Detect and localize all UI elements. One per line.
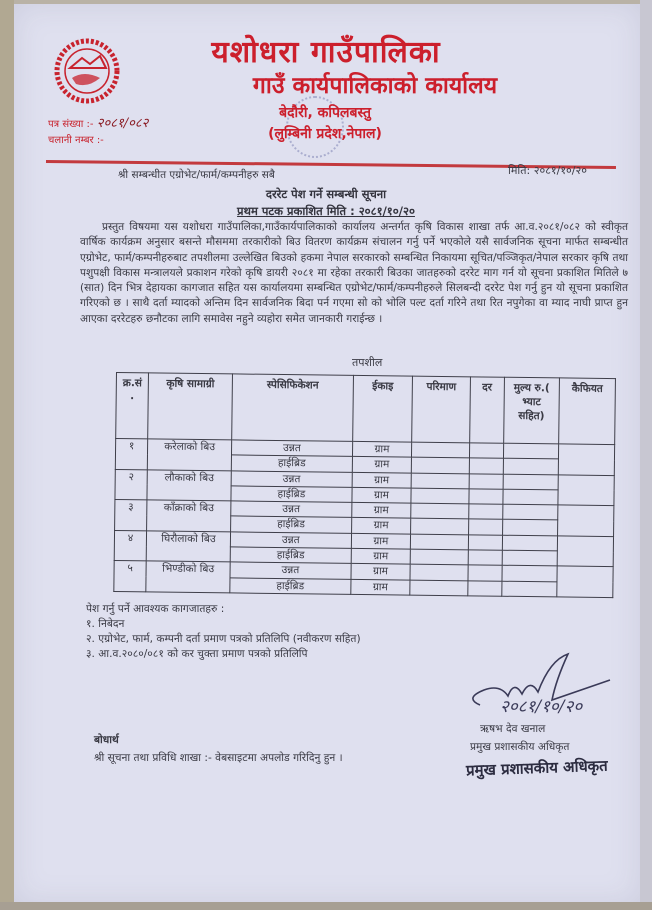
reference-label: पत्र संख्या :- — [48, 119, 94, 130]
document-item: २. एग्रोभेट, फार्म, कम्पनी दर्ता प्रमाण पत्रको प्रतिलिपि (नवीकरण सहित) — [86, 633, 361, 645]
cell-price — [502, 520, 557, 536]
cell-unit: ग्राम — [352, 457, 412, 473]
signatory-name: ऋषभ देव खनाल — [480, 723, 546, 735]
cell-quantity — [411, 519, 469, 535]
dispatch-number-label: चलानी नम्बर :- — [48, 135, 104, 146]
cell-remarks — [558, 444, 614, 475]
addressee: श्री सम्बन्धीत एग्रोभेट/फार्म/कम्पनीहरु सबै — [118, 169, 275, 181]
office-location: बेदौरी, कपिलबस्तु — [279, 105, 371, 121]
cell-spec: हाईब्रिड — [231, 486, 352, 503]
cell-rate — [467, 580, 501, 596]
office-province: (लुम्बिनी प्रदेश,नेपाल) — [268, 126, 382, 142]
cell-quantity — [411, 503, 469, 519]
col-header-rate: दर — [469, 377, 504, 443]
cell-spec: हाईब्रिड — [230, 578, 351, 595]
background-edge-right — [640, 0, 652, 910]
letter-subject: दररेट पेश गर्ने सम्बन्धी सूचना — [265, 187, 387, 201]
background-edge-left — [0, 0, 14, 910]
cc-text: श्री सूचना तथा प्रविधि शाखा :- वेबसाइटमा अपलोड गरिदिनु हुन । — [94, 752, 343, 764]
cell-remarks — [558, 475, 614, 506]
signatory-stamp: प्रमुख प्रशासकीय अधिकृत — [465, 756, 609, 780]
letter-date: मिति: २०८१/१०/२० — [508, 164, 587, 177]
cell-rate — [469, 489, 503, 505]
cell-remarks — [557, 566, 613, 597]
cell-spec: हाईब्रिड — [230, 547, 351, 564]
cell-price — [502, 550, 557, 566]
reference-number — [48, 113, 148, 131]
cell-quantity — [411, 473, 469, 489]
municipality-name: यशोधरा गाउँपालिका — [211, 35, 441, 70]
signatory-title: प्रमुख प्रशासकीय अधिकृत — [470, 741, 570, 753]
cell-price — [503, 474, 558, 490]
cell-price — [502, 504, 557, 520]
cell-rate — [469, 458, 503, 474]
cell-spec: हाईब्रिड — [231, 516, 352, 533]
cell-unit: ग्राम — [351, 533, 411, 549]
cell-quantity — [410, 564, 468, 580]
cell-spec: उन्नत — [231, 501, 352, 518]
col-header-unit: ईकाइ — [352, 375, 412, 442]
cell-unit: ग्राम — [350, 579, 410, 595]
cell-quantity — [412, 442, 470, 458]
cell-unit: ग्राम — [351, 548, 411, 564]
cell-remarks — [557, 536, 613, 567]
col-header-price: मुल्य रु.( भ्याट सहित) — [503, 377, 559, 444]
cell-rate — [468, 550, 502, 566]
cell-price — [503, 489, 558, 505]
col-header-spec: स्पेसिफिकेशन — [232, 374, 353, 441]
cell-price — [503, 443, 558, 459]
reference-value: २०८१/०८२ — [96, 116, 149, 131]
cell-rate — [468, 535, 502, 551]
cell-spec: उन्नत — [231, 471, 352, 488]
publication-date: प्रथम पटक प्रकाशित मिति : २०८१/१०/२० — [237, 204, 415, 218]
cell-item: घिरौलाको बिउ — [146, 531, 230, 563]
cc-label: बोधार्थ — [94, 734, 119, 746]
cell-quantity — [411, 534, 469, 550]
col-header-sn: क्र.सं . — [116, 373, 149, 439]
col-header-remarks: कैफियत — [559, 378, 616, 445]
cell-unit: ग्राम — [351, 503, 411, 519]
cell-sn: ५ — [114, 561, 146, 592]
cell-remarks — [558, 505, 614, 536]
cell-unit: ग्राम — [351, 564, 411, 580]
cell-item: लौकाको बिउ — [147, 469, 231, 501]
required-documents-title: पेश गर्नु पर्ने आवश्यक कागजातहरु : — [86, 603, 225, 615]
cell-unit: ग्राम — [352, 487, 412, 503]
schedule-title: तपशील — [352, 356, 383, 369]
cell-spec: उन्नत — [232, 440, 353, 457]
cell-spec: उन्नत — [230, 562, 351, 579]
cell-rate — [468, 519, 502, 535]
cell-quantity — [411, 488, 469, 504]
cell-price — [502, 535, 557, 551]
document-item: १. निबेदन — [86, 618, 125, 630]
background-edge-bottom — [0, 902, 652, 910]
document-item: ३. आ.व.२०८०/०८१ को कर चुक्ता प्रमाण पत्रको प्रतिलिपि — [86, 648, 308, 660]
cell-unit: ग्राम — [351, 518, 411, 534]
seed-rate-table — [113, 372, 616, 598]
cell-price — [503, 459, 558, 475]
cell-quantity — [412, 457, 470, 473]
cell-item: भिण्डीको बिउ — [146, 561, 230, 593]
cell-spec: उन्नत — [230, 532, 351, 549]
cell-rate — [468, 504, 502, 520]
cell-sn: २ — [115, 469, 147, 500]
letter-body: प्रस्तुत विषयमा यस यशोधरा गाउँपालिका,गाउँकार्यपालिकाको कार्यालय अन्तर्गत कृषि विकास शाखा तर्फ आ.व.२०८१/०८२ को स्वीकृत वार्षिक कार्यक्रम अनुसार बसन्ते मौसममा तरकारीको बिउ वितरण कार्यक्रम संचालन गर्नु पर्ने भएकोले यसै सार्वजनिक सूचना मार्फत सम्बन्धीत एग्रोभेट, फार्म/कम्पनीहरुबाट तपशीलमा उल्लेखित बिउको हकमा नेपाल सरकारको सम्बन्धित निकायमा सूचित/पञ्जिकृत/नेपाल सरकार कृषि तथा पशुपक्षी विकास मन्त्रालयले प्रकाशन गरेको कृषि डायरी २०८१ मा रहेका तरकारी बिउका जातहरुको दररेट माग गर्न यो सूचना प्रकाशित मितिले ७ (सात) दिन भित्र देहायका कागजात सहित यस कार्यालयमा सम्बन्धित एग्रोभेट/फार्म/कम्पनीहरुले सिलबन्दी दररेट पेश गर्नु हुन यो सूचना प्रकाशित गरिएको छ । साथै दर्ता म्यादको अन्तिम दिन सार्वजनिक बिदा पर्न गएमा सो को भोलि पल्ट दर्ता गरिने तथा रित नपुगेका वा म्याद नाघी प्राप्त हुन आएका दररेटहरु छनौटका लागि समावेस नहुने व्यहोरा समेत जानकारी गराईन्छ । — [80, 221, 628, 325]
cell-spec: हाईब्रिड — [231, 455, 352, 472]
cell-sn: ४ — [114, 530, 146, 561]
cell-quantity — [410, 580, 468, 596]
cell-item: करेलाको बिउ — [147, 439, 231, 471]
cell-rate — [468, 565, 502, 581]
col-header-quantity: परिमाण — [412, 376, 470, 443]
cell-unit: ग्राम — [352, 441, 412, 457]
cell-sn: ३ — [115, 500, 147, 531]
table-header-row — [116, 373, 616, 445]
cell-quantity — [410, 549, 468, 565]
col-header-item: कृषि सामाग्री — [148, 373, 233, 440]
cell-price — [502, 581, 557, 597]
required-documents — [86, 602, 361, 662]
office-name: गाउँ कार्यपालिकाको कार्यालय — [252, 73, 498, 99]
cell-price — [502, 566, 557, 582]
cell-unit: ग्राम — [352, 472, 412, 488]
cell-sn: १ — [115, 439, 147, 470]
handwritten-signature — [460, 650, 630, 720]
cell-item: काँक्राको बिउ — [147, 500, 231, 532]
cell-rate — [469, 473, 503, 489]
signature-date: २०८१/१०/२० — [500, 697, 583, 717]
cell-rate — [469, 443, 503, 459]
